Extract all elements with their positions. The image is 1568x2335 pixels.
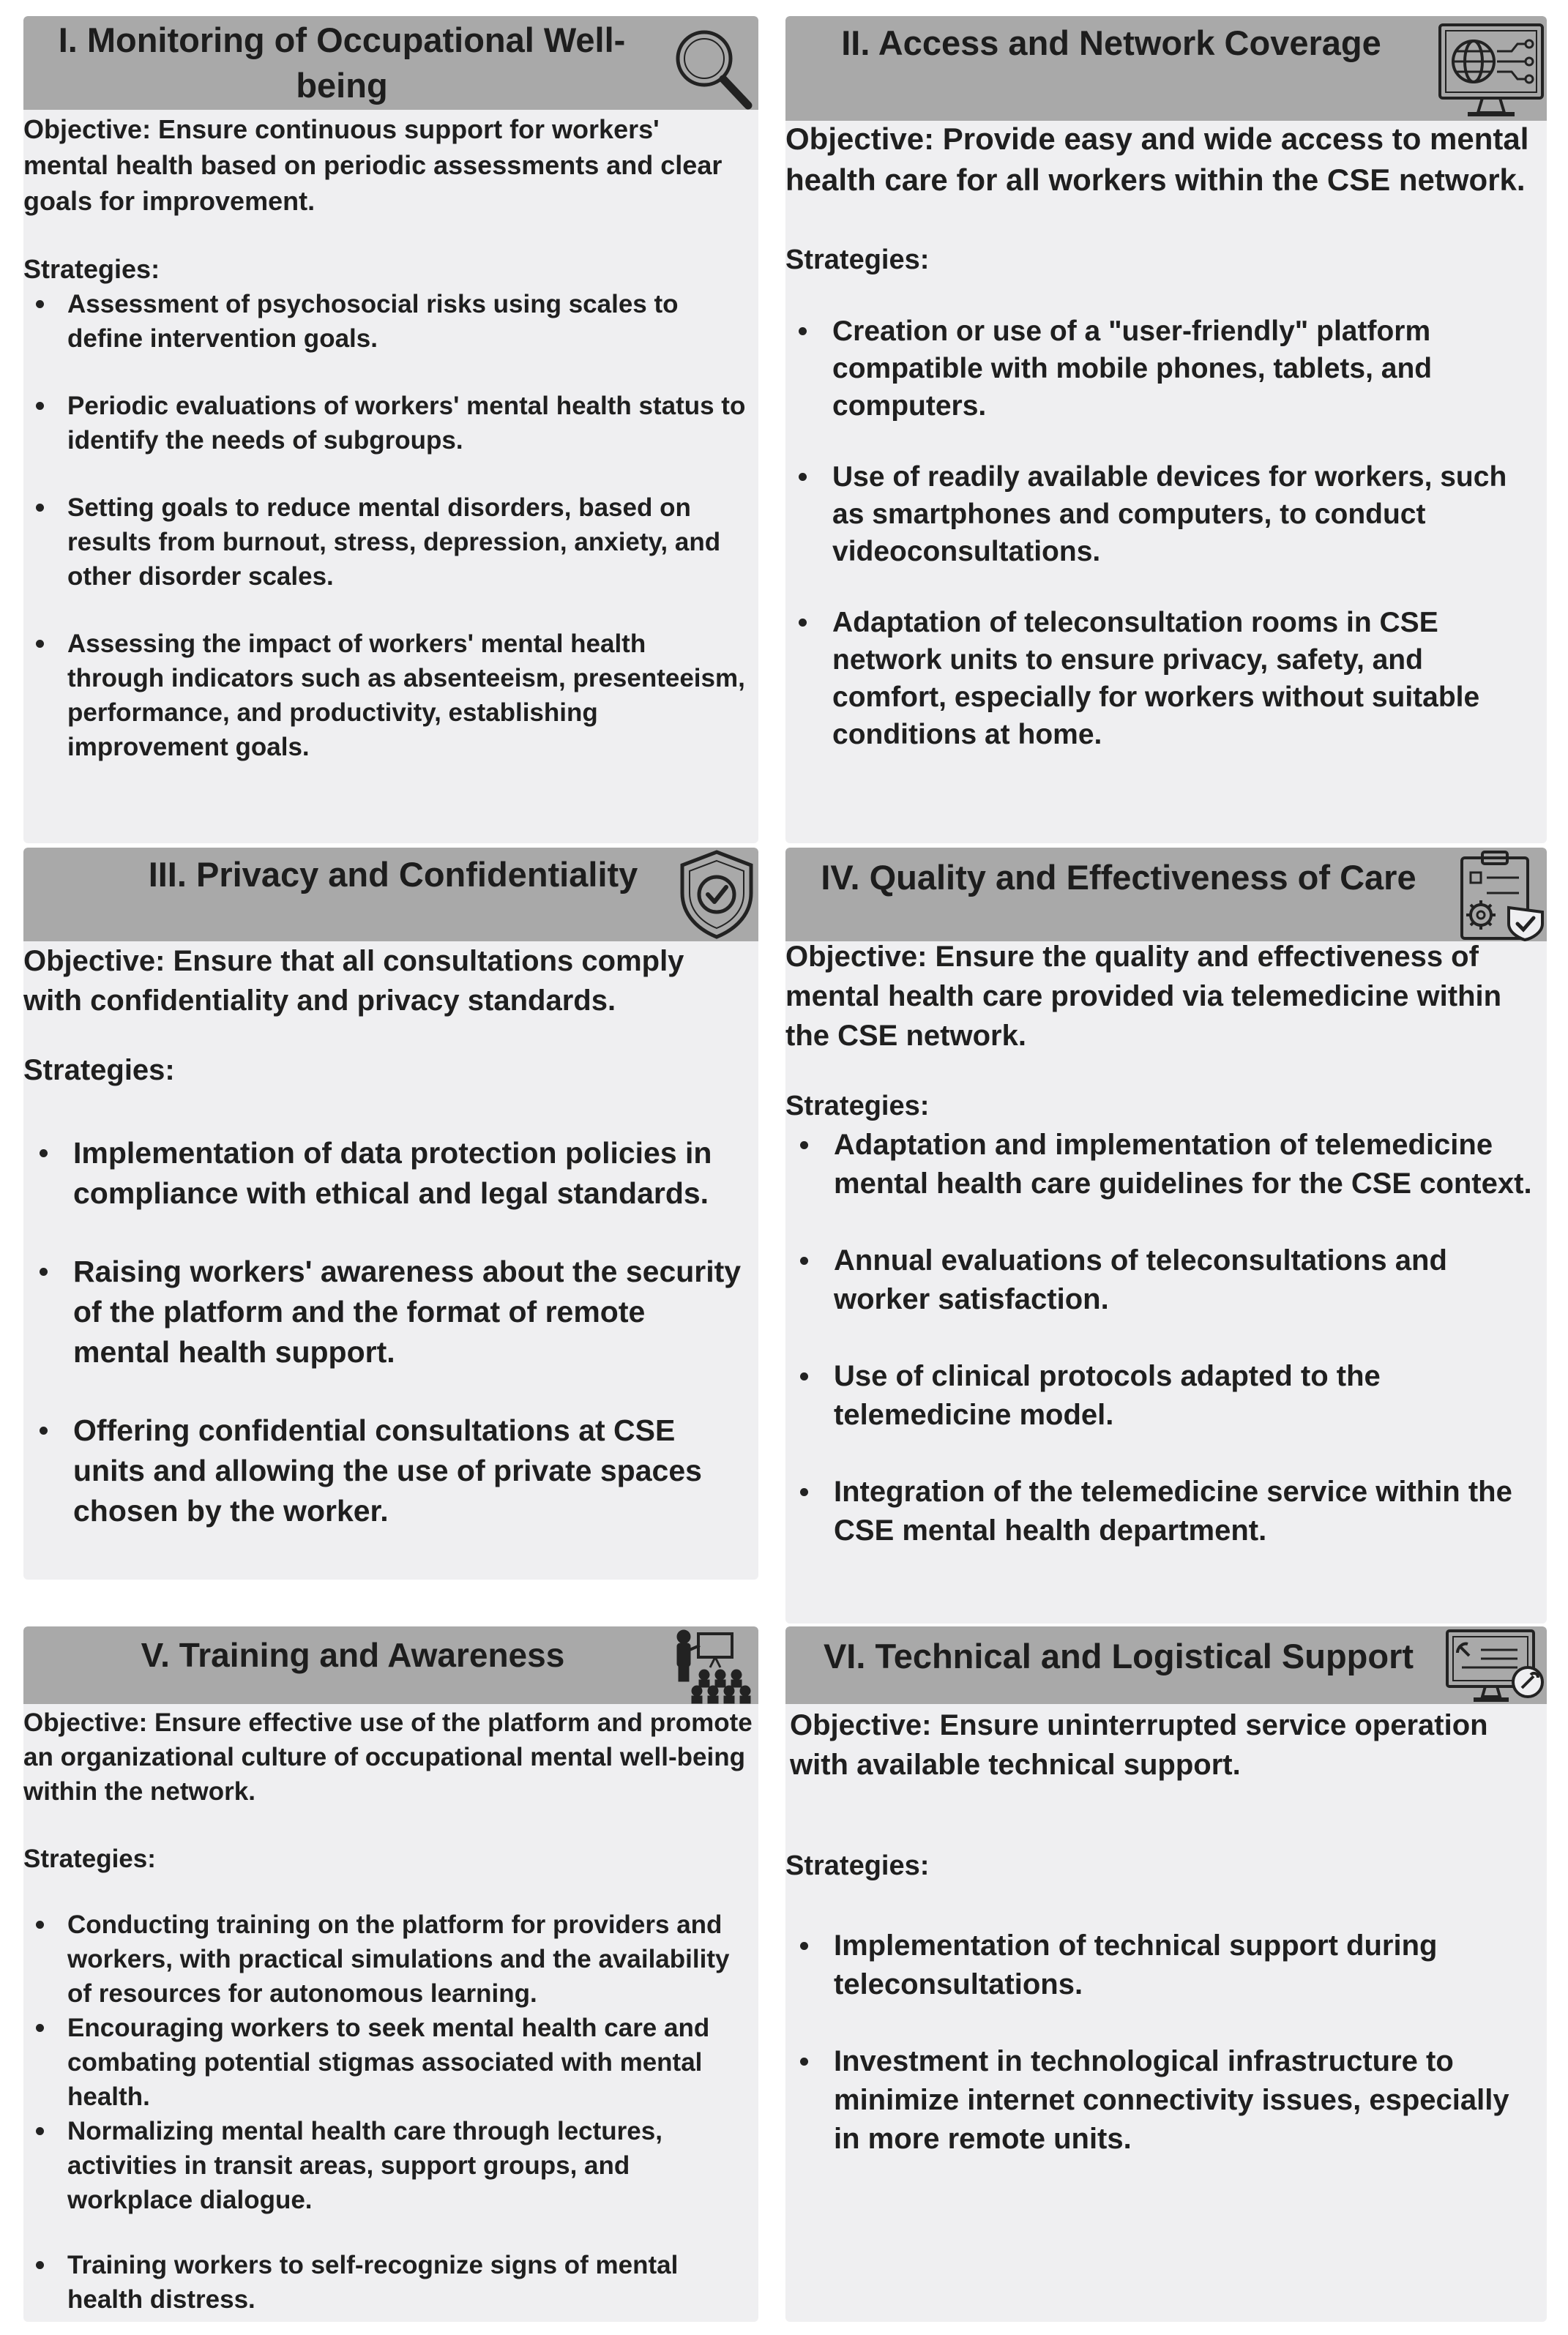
list-item: Assessment of psychosocial risks using scales to define intervention goals. bbox=[23, 287, 748, 356]
list-item: Training workers to self-recognize signs of mental health distress. bbox=[23, 2248, 755, 2317]
section-card-access bbox=[785, 16, 1547, 843]
list-item: Adaptation of teleconsultation rooms in CSE network units to ensure privacy, safety, and comfort, especially for workers without suitable conditions at home. bbox=[785, 604, 1539, 753]
section-title: III. Privacy and Confidentiality bbox=[148, 855, 638, 894]
section-card-quality bbox=[785, 848, 1547, 1624]
list-item: Conducting training on the platform for providers and workers, with practical simulations and the availability of resources for autonomous learning. bbox=[23, 1908, 755, 2011]
section-card-monitoring bbox=[23, 16, 758, 843]
strategy-list bbox=[23, 1908, 755, 2317]
list-item: Assessing the impact of workers' mental health through indicators such as absenteeism, presenteeism, performance, and productivity, establishing improvement goals. bbox=[23, 627, 748, 764]
section-objective: Objective: Ensure that all consultations comply with confidentiality and privacy standards. bbox=[23, 945, 684, 1017]
clipboard-gear-icon bbox=[1452, 848, 1547, 941]
strategies-label: Strategies: bbox=[23, 1054, 175, 1086]
list-item: Adaptation and implementation of telemedicine mental health care guidelines for the CSE context. bbox=[785, 1126, 1539, 1203]
list-item: Raising workers' awareness about the security of the platform and the format of remote mental health support. bbox=[23, 1252, 748, 1372]
strategy-list bbox=[785, 313, 1539, 787]
magnifier-icon bbox=[668, 22, 755, 116]
strategies-label: Strategies: bbox=[23, 254, 160, 284]
section-objective: Objective: Provide easy and wide access to mental health care for all workers within the CSE network. bbox=[785, 122, 1529, 197]
list-item: Implementation of technical support during teleconsultations. bbox=[785, 1927, 1539, 2004]
list-item: Use of clinical protocols adapted to the telemedicine model. bbox=[785, 1357, 1539, 1435]
strategy-list bbox=[23, 287, 748, 797]
list-item: Implementation of data protection policies in compliance with ethical and legal standards. bbox=[23, 1133, 748, 1214]
strategy-list bbox=[23, 1133, 748, 1569]
section-card-privacy bbox=[23, 848, 758, 1580]
list-item: Investment in technological infrastructure to minimize internet connectivity issues, especially in more remote units. bbox=[785, 2042, 1539, 2159]
strategies-label: Strategies: bbox=[23, 1845, 156, 1873]
section-objective: Objective: Ensure effective use of the platform and promote an organizational culture of occupational mental well-being within the network. bbox=[23, 1708, 753, 1806]
list-item: Offering confidential consultations at CSE units and allowing the use of private spaces chosen by the worker. bbox=[23, 1411, 748, 1531]
section-card-training bbox=[23, 1626, 758, 2322]
list-item: Annual evaluations of teleconsultations and worker satisfaction. bbox=[785, 1241, 1539, 1319]
presentation-audience-icon bbox=[668, 1628, 758, 1704]
strategies-label: Strategies: bbox=[785, 244, 930, 275]
globe-monitor-icon bbox=[1436, 19, 1547, 122]
strategies-label: Strategies: bbox=[785, 1850, 930, 1881]
section-title: V. Training and Awareness bbox=[141, 1636, 565, 1674]
section-card-technical bbox=[785, 1626, 1547, 2322]
list-item: Creation or use of a "user-friendly" platform compatible with mobile phones, tablets, and computers. bbox=[785, 313, 1539, 425]
section-objective: Objective: Ensure continuous support for workers' mental health based on periodic assessments and clear goals for improvement. bbox=[23, 114, 723, 216]
section-title: I. Monitoring of Occupational Well-being bbox=[58, 20, 626, 105]
list-item: Setting goals to reduce mental disorders, based on results from burnout, stress, depression, anxiety, and other disorder scales. bbox=[23, 490, 748, 594]
section-objective: Objective: Ensure uninterrupted service operation with available technical support. bbox=[790, 1709, 1488, 1781]
strategy-list bbox=[785, 1126, 1539, 1588]
monitor-wrench-icon bbox=[1444, 1628, 1547, 1704]
section-objective: Objective: Ensure the quality and effectiveness of mental health care provided via telemedicine within the CSE network. bbox=[785, 941, 1502, 1052]
shield-check-icon bbox=[675, 848, 758, 941]
section-title: II. Access and Network Coverage bbox=[841, 23, 1381, 62]
section-title: IV. Quality and Effectiveness of Care bbox=[821, 858, 1416, 897]
list-item: Use of readily available devices for workers, such as smartphones and computers, to conduct videoconsultations. bbox=[785, 458, 1539, 570]
list-item: Normalizing mental health care through lectures, activities in transit areas, support groups, and workplace dialogue. bbox=[23, 2114, 755, 2217]
list-item: Integration of the telemedicine service within the CSE mental health department. bbox=[785, 1473, 1539, 1550]
list-item: Periodic evaluations of workers' mental health status to identify the needs of subgroups. bbox=[23, 389, 748, 457]
section-title: VI. Technical and Logistical Support bbox=[823, 1637, 1414, 1675]
strategies-label: Strategies: bbox=[785, 1091, 930, 1121]
list-item: Encouraging workers to seek mental health care and combating potential stigmas associated with mental health. bbox=[23, 2011, 755, 2114]
strategy-list bbox=[785, 1927, 1539, 2197]
